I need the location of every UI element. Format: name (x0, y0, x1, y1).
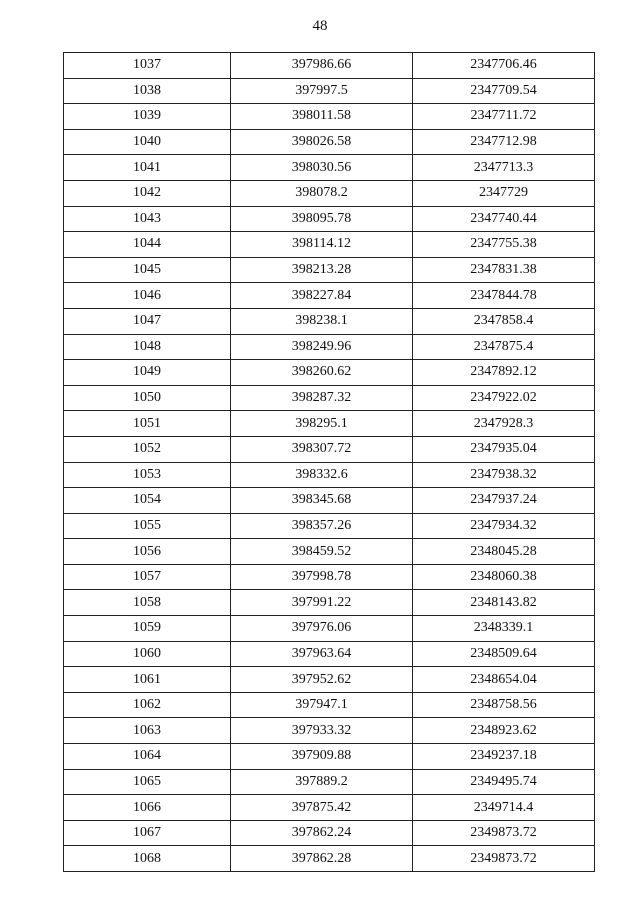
y-coordinate-cell: 2347934.32 (413, 513, 595, 539)
y-coordinate-cell: 2349873.72 (413, 846, 595, 872)
table-row (64, 334, 595, 360)
table-row (64, 78, 595, 104)
point-number-cell: 1046 (64, 283, 231, 309)
point-number-cell: 1049 (64, 360, 231, 386)
table-row (64, 744, 595, 770)
point-number-cell: 1059 (64, 616, 231, 642)
y-coordinate-cell: 2347928.3 (413, 411, 595, 437)
y-coordinate-cell: 2347831.38 (413, 257, 595, 283)
table-row (64, 488, 595, 514)
table-row (64, 283, 595, 309)
point-number-cell: 1065 (64, 769, 231, 795)
point-number-cell: 1060 (64, 641, 231, 667)
point-number-cell: 1047 (64, 308, 231, 334)
y-coordinate-cell: 2347706.46 (413, 53, 595, 79)
point-number-cell: 1063 (64, 718, 231, 744)
table-row (64, 411, 595, 437)
point-number-cell: 1041 (64, 155, 231, 181)
x-coordinate-cell: 397986.66 (231, 53, 413, 79)
x-coordinate-cell: 398095.78 (231, 206, 413, 232)
point-number-cell: 1039 (64, 104, 231, 130)
table-row (64, 667, 595, 693)
point-number-cell: 1052 (64, 436, 231, 462)
point-number-cell: 1053 (64, 462, 231, 488)
y-coordinate-cell: 2347713.3 (413, 155, 595, 181)
point-number-cell: 1062 (64, 692, 231, 718)
x-coordinate-cell: 397991.22 (231, 590, 413, 616)
x-coordinate-cell: 398030.56 (231, 155, 413, 181)
table-row (64, 718, 595, 744)
point-number-cell: 1037 (64, 53, 231, 79)
x-coordinate-cell: 398011.58 (231, 104, 413, 130)
x-coordinate-cell: 398307.72 (231, 436, 413, 462)
y-coordinate-cell: 2348654.04 (413, 667, 595, 693)
y-coordinate-cell: 2348339.1 (413, 616, 595, 642)
x-coordinate-cell: 397933.32 (231, 718, 413, 744)
table-row (64, 462, 595, 488)
y-coordinate-cell: 2347755.38 (413, 232, 595, 258)
x-coordinate-cell: 397998.78 (231, 564, 413, 590)
table-row (64, 129, 595, 155)
x-coordinate-cell: 398026.58 (231, 129, 413, 155)
x-coordinate-cell: 398357.26 (231, 513, 413, 539)
table-row (64, 769, 595, 795)
y-coordinate-cell: 2348143.82 (413, 590, 595, 616)
table-row (64, 513, 595, 539)
point-number-cell: 1051 (64, 411, 231, 437)
x-coordinate-cell: 397947.1 (231, 692, 413, 718)
point-number-cell: 1045 (64, 257, 231, 283)
table-row (64, 539, 595, 565)
table-row (64, 360, 595, 386)
y-coordinate-cell: 2349495.74 (413, 769, 595, 795)
point-number-cell: 1050 (64, 385, 231, 411)
point-number-cell: 1064 (64, 744, 231, 770)
point-number-cell: 1043 (64, 206, 231, 232)
x-coordinate-cell: 398249.96 (231, 334, 413, 360)
point-number-cell: 1044 (64, 232, 231, 258)
y-coordinate-cell: 2347858.4 (413, 308, 595, 334)
y-coordinate-cell: 2347729 (413, 180, 595, 206)
table-row (64, 53, 595, 79)
table-row (64, 206, 595, 232)
x-coordinate-cell: 397862.28 (231, 846, 413, 872)
point-number-cell: 1056 (64, 539, 231, 565)
x-coordinate-cell: 398238.1 (231, 308, 413, 334)
y-coordinate-cell: 2347938.32 (413, 462, 595, 488)
y-coordinate-cell: 2347935.04 (413, 436, 595, 462)
y-coordinate-cell: 2347712.98 (413, 129, 595, 155)
table-row (64, 795, 595, 821)
x-coordinate-cell: 397909.88 (231, 744, 413, 770)
x-coordinate-cell: 397952.62 (231, 667, 413, 693)
y-coordinate-cell: 2347892.12 (413, 360, 595, 386)
x-coordinate-cell: 397875.42 (231, 795, 413, 821)
table-row (64, 820, 595, 846)
table-row (64, 641, 595, 667)
table-row (64, 436, 595, 462)
x-coordinate-cell: 398260.62 (231, 360, 413, 386)
table-row (64, 104, 595, 130)
x-coordinate-cell: 398227.84 (231, 283, 413, 309)
table-row (64, 155, 595, 181)
table-row (64, 616, 595, 642)
x-coordinate-cell: 398078.2 (231, 180, 413, 206)
y-coordinate-cell: 2348758.56 (413, 692, 595, 718)
x-coordinate-cell: 398213.28 (231, 257, 413, 283)
table-row (64, 846, 595, 872)
table-row (64, 180, 595, 206)
x-coordinate-cell: 397862.24 (231, 820, 413, 846)
point-number-cell: 1067 (64, 820, 231, 846)
x-coordinate-cell: 398287.32 (231, 385, 413, 411)
y-coordinate-cell: 2349714.4 (413, 795, 595, 821)
y-coordinate-cell: 2349873.72 (413, 820, 595, 846)
coordinates-table-body (64, 53, 595, 872)
y-coordinate-cell: 2347875.4 (413, 334, 595, 360)
point-number-cell: 1054 (64, 488, 231, 514)
x-coordinate-cell: 397889.2 (231, 769, 413, 795)
point-number-cell: 1038 (64, 78, 231, 104)
y-coordinate-cell: 2348923.62 (413, 718, 595, 744)
point-number-cell: 1048 (64, 334, 231, 360)
table-row (64, 308, 595, 334)
point-number-cell: 1061 (64, 667, 231, 693)
table-row (64, 590, 595, 616)
point-number-cell: 1068 (64, 846, 231, 872)
point-number-cell: 1042 (64, 180, 231, 206)
x-coordinate-cell: 398345.68 (231, 488, 413, 514)
table-row (64, 257, 595, 283)
table-row (64, 232, 595, 258)
y-coordinate-cell: 2348509.64 (413, 641, 595, 667)
x-coordinate-cell: 398114.12 (231, 232, 413, 258)
y-coordinate-cell: 2349237.18 (413, 744, 595, 770)
table-row (64, 385, 595, 411)
y-coordinate-cell: 2348045.28 (413, 539, 595, 565)
y-coordinate-cell: 2348060.38 (413, 564, 595, 590)
table-row (64, 692, 595, 718)
x-coordinate-cell: 398332.6 (231, 462, 413, 488)
point-number-cell: 1066 (64, 795, 231, 821)
y-coordinate-cell: 2347709.54 (413, 78, 595, 104)
x-coordinate-cell: 397997.5 (231, 78, 413, 104)
y-coordinate-cell: 2347937.24 (413, 488, 595, 514)
point-number-cell: 1058 (64, 590, 231, 616)
table-row (64, 564, 595, 590)
point-number-cell: 1055 (64, 513, 231, 539)
y-coordinate-cell: 2347922.02 (413, 385, 595, 411)
x-coordinate-cell: 398295.1 (231, 411, 413, 437)
x-coordinate-cell: 397976.06 (231, 616, 413, 642)
y-coordinate-cell: 2347711.72 (413, 104, 595, 130)
point-number-cell: 1040 (64, 129, 231, 155)
x-coordinate-cell: 398459.52 (231, 539, 413, 565)
y-coordinate-cell: 2347844.78 (413, 283, 595, 309)
coordinates-table (63, 52, 595, 872)
point-number-cell: 1057 (64, 564, 231, 590)
page-number: 48 (312, 18, 328, 34)
x-coordinate-cell: 397963.64 (231, 641, 413, 667)
y-coordinate-cell: 2347740.44 (413, 206, 595, 232)
